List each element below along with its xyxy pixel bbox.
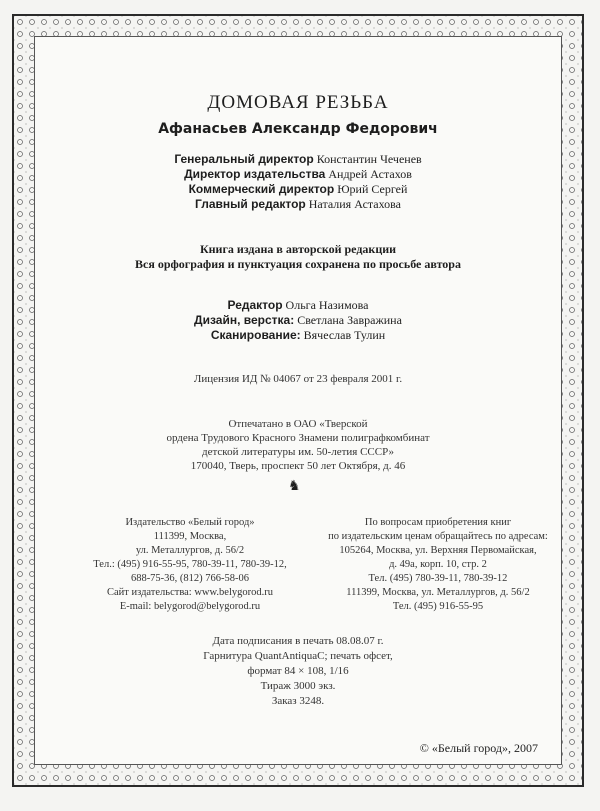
- edition-notes: [34, 242, 562, 272]
- printed-line-1: Отпечатано в ОАО «Тверской: [228, 418, 368, 430]
- imprint-line-3: формат 84 × 108, 1/16: [247, 665, 349, 677]
- imprint-line-5: Заказ 3248.: [271, 695, 325, 707]
- staff-line-1: Генеральный директор Константин Чеченев: [174, 152, 422, 166]
- staff-list: [34, 152, 562, 212]
- right-line-1: По вопросам приобретения книг: [364, 517, 512, 528]
- credits-list: [34, 298, 562, 343]
- left-line-6: Сайт издательства: www.belygorod.ru: [107, 587, 273, 598]
- credit-line-3: Сканирование: Вячеслав Тулин: [210, 328, 386, 342]
- credit-line-2: Дизайн, верстка: Светлана Завражина: [194, 313, 402, 327]
- imprint-info: [34, 634, 562, 709]
- author-name: Афанасьев Александр Федорович: [158, 121, 438, 137]
- right-line-2: по издательским ценам обращайтесь по адресам:: [328, 531, 548, 542]
- left-line-5: 688-75-36, (812) 766-58-06: [130, 573, 250, 584]
- printed-line-3: детской литературы им. 50-летия СССР»: [202, 446, 394, 458]
- printing-info: [34, 417, 562, 473]
- staff-line-4: Главный редактор Наталия Астахова: [195, 197, 401, 211]
- staff-line-3: Коммерческий директор Юрий Сергей: [188, 182, 408, 196]
- book-title: ДОМОВАЯ РЕЗЬБА: [207, 92, 389, 113]
- left-line-4: Тел.: (495) 916-55-95, 780-39-11, 780-39-12,: [93, 559, 287, 570]
- left-line-1: Издательство «Белый город»: [125, 517, 255, 528]
- left-line-2: 111399, Москва,: [153, 531, 227, 542]
- right-line-4: д. 49а, корп. 10, стр. 2: [389, 559, 487, 570]
- note-line-1: Книга издана в авторской редакции: [199, 242, 397, 256]
- printed-line-2: ордена Трудового Красного Знамени полиграфкомбинат: [166, 432, 430, 444]
- left-line-7: E-mail: belygorod@belygorod.ru: [119, 601, 261, 612]
- license-line: Лицензия ИД № 04067 от 23 февраля 2001 г.: [193, 373, 403, 385]
- printed-line-4: 170040, Тверь, проспект 50 лет Октября, д. 46: [190, 460, 406, 472]
- note-line-2: Вся орфография и пунктуация сохранена по просьбе автора: [135, 257, 461, 271]
- copyright: © «Белый город», 2007: [419, 741, 538, 755]
- publisher-contacts-left: [90, 516, 290, 614]
- right-line-3: 105264, Москва, ул. Верхняя Первомайская,: [339, 545, 537, 556]
- right-line-5: Тел. (495) 780-39-11, 780-39-12: [368, 573, 508, 584]
- publisher-contacts-right: [318, 516, 558, 614]
- credit-line-1: Редактор Ольга Назимова: [227, 298, 369, 312]
- right-line-7: Тел. (495) 916-55-95: [392, 601, 484, 612]
- staff-line-2: Директор издательства Андрей Астахов: [184, 167, 412, 181]
- imprint-line-1: Дата подписания в печать 08.08.07 г.: [212, 635, 384, 647]
- left-line-3: ул. Металлургов, д. 56/2: [135, 545, 245, 556]
- right-line-6: 111399, Москва, ул. Металлургов, д. 56/2: [346, 587, 530, 598]
- imprint-line-4: Тираж 3000 экз.: [260, 680, 336, 692]
- imprint-line-2: Гарнитура QuantAntiquaC; печать офсет,: [203, 650, 393, 662]
- publisher-logo-icon: ♞: [288, 479, 301, 494]
